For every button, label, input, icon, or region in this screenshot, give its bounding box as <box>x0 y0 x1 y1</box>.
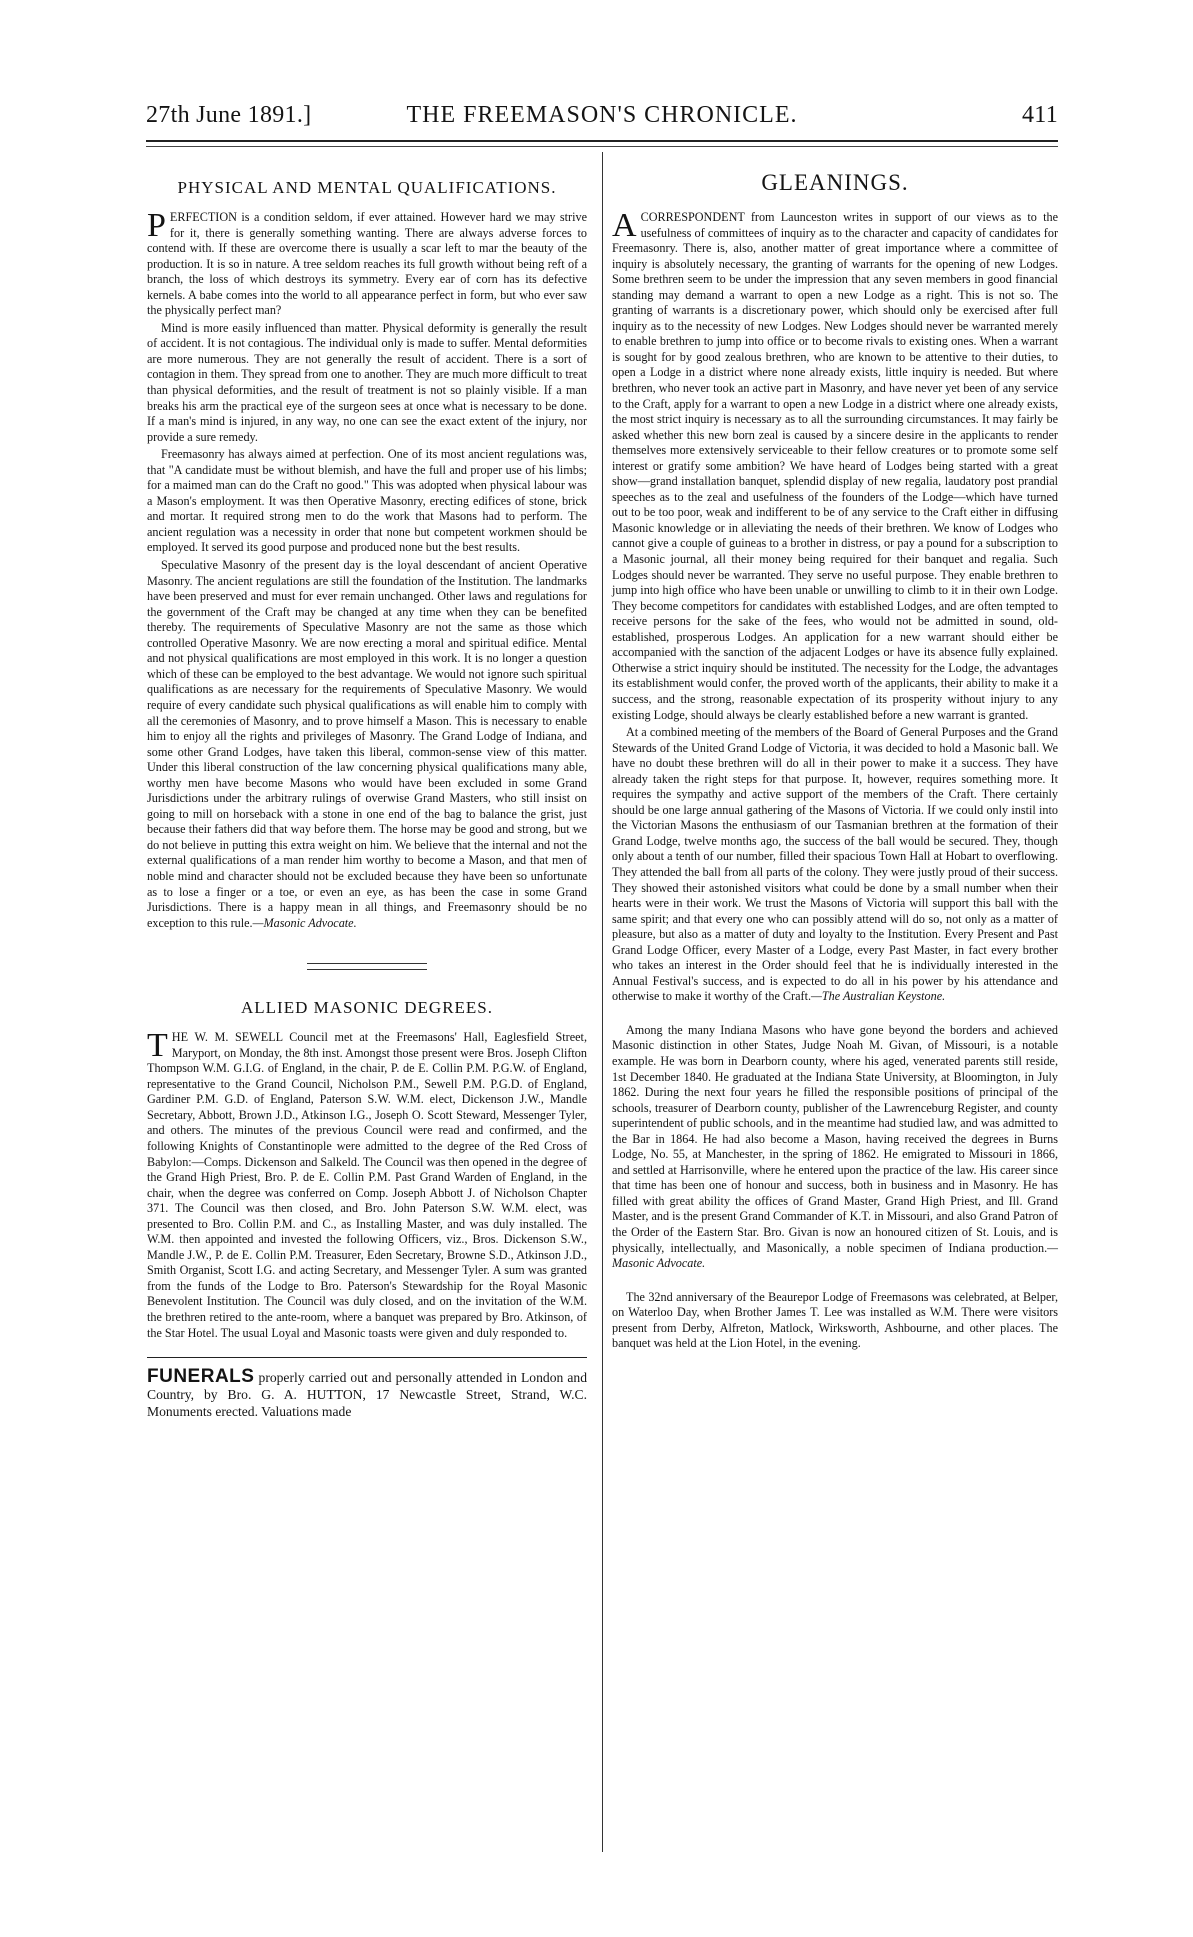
column-divider <box>602 152 603 1852</box>
paragraph-gap <box>612 1007 1058 1023</box>
physical-para-3: Freemasonry has always aimed at perfection. One of its most ancient regulations was, that "A candidate must be without blemish, and have the full and proper use of his limbs; for a maimed man can do the Craft no good." This was adopted when physical labour was a Mason's employment. It was then Operative Masonry, erecting edifices of stone, brick and mortar. It required strong men to do the work that Masons had to perform. The ancient regulation was a necessity in order that none but competent workmen should be employed. It served its good purpose and produced none but the best results. <box>147 447 587 555</box>
article-source: —Masonic Advocate. <box>252 915 357 930</box>
physical-para-2: Mind is more easily influenced than matter. Physical deformity is generally the result of accident. It is not contagious. The individual only is made to suffer. Mental deformities are more numerous. They are not generally the result of accident. There is a sort of contagion in them. They spread from one to another. They are much more difficult to treat than physical deformities, and the result of treatment is not so plainly visible. If a man breaks his arm the practical eye of the surgeon sees at once what is necessary to be done. If a man's mind is injured, in any way, no one can see the exact extent of the injury, nor provide a sure remedy. <box>147 320 587 444</box>
gleanings-heading: GLEANINGS. <box>761 170 909 195</box>
drop-cap: T <box>147 1027 168 1065</box>
gleanings-para-1: A CORRESPONDENT from Launceston writes in support of our views as to the usefulness of committees of inquiry as to the character and capacity of candidates for Freemasonry. There is, also, another matter of great importance where a committee of inquiry is absolutely necessary, the granting of warrants for the opening of new Lodges. Some brethren seem to be under the impression that any seven members in good financial standing may demand a warrant to open a new Lodge as a right. This is not so. The granting of warrants is a discretionary power, which should only be exercised after full inquiry as to the necessity of new Lodges. New Lodges should never be warranted merely to enable brethren to jump into office or to become rivals to existing ones. When a warrant is sought for by good zealous brethren, who are known to be attentive to their duties, to open a Lodge in a district where none already exists, little inquiry is needed. But where brethren, who never took an active part in Masonry, and have never yet been of any service to the Craft, apply for a warrant to open a new Lodge in a district where one already exists, the most strict inquiry is necessary as to all the surrounding circumstances. It may fairly be asked whether this new born zeal is caused by a sincere desire in the applicants to render themselves more extensively serviceable to their fellow creatures or to promote some self interest or gratify some ambition? We have heard of Lodges being started with a great show—grand installation banquet, splendid display of new regalia, laudatory post prandial speeches as to the zeal and usefulness of the founders of the Lodge—which have turned out to be too poor, weak and indifferent to be of any service to the Craft either in diffusing Masonic knowledge or in alleviating the needs of their brethren. We know of Lodges who cannot give a couple of guineas to a brother in distress, or pay a pound for a subscription to a Masonic journal, all their money being required for their banquet and regalia. Such Lodges should never be warranted. They serve no useful purpose. They enable brethren to jump into high office who have been unable or unwilling to climb to it in their own Lodge. They become competitors for candidates with established Lodges, and are often tempted to receive persons for the sake of the fees, who would not be admitted in sound, old-established, prosperous Lodges. An application for a new warrant should either be accompanied with the sanction of the adjacent Lodges or have its absence fully explained. Otherwise a strict inquiry should be instituted. The necessity for the Lodge, the advantages its establishment would confer, the proved worth of the applicants, their ability to make it a success, and the strong, reasonable expectation of its prosperity without injury to any existing Lodge, should always be clearly established before a new warrant is granted. <box>612 207 1058 722</box>
gleanings-para-3: Among the many Indiana Masons who have gone beyond the borders and achieved Masonic distinction in other States, Judge Noah M. Givan, of Missouri, is a notable example. He was born in Dearborn county, where his aged, venerated parents still reside, 1st December 1840. He graduated at the Indiana State University, at Bloomington, in July 1862. During the next four years he filled the responsible positions of principal of the schools, treasurer of Dearborn county, publisher of the Lawrenceburg Register, and county superintendent of public schools, and in the meantime had studied law, and was admitted to the Bar in 1864. He had also become a Mason, having received the degrees in Burns Lodge, No. 55, at Manchester, in the spring of 1862. He emigrated to Missouri in 1866, and settled at Harrisonville, where he entered upon the practice of the law. His career since that time has been one of honour and success, both in business and in Masonry. He has filled with great ability the offices of Grand Master, Grand High Priest, and Ill. Grand Master, and is the present Grand Commander of K.T. in Missouri, and also Grand Patron of the Order of the Eastern Star. Bro. Givan is now an honoured citizen of St. Louis, and is physically, intellectually, and Masonically, a noble specimen of Indiana production.—Masonic Advocate. <box>612 1022 1058 1271</box>
publication-title: THE FREEMASON'S CHRONICLE. <box>406 102 798 128</box>
right-column <box>612 160 1058 1354</box>
article-source: —Masonic Advocate. <box>612 1240 1058 1271</box>
allied-heading: ALLIED MASONIC DEGREES. <box>240 998 494 1018</box>
article-separator <box>307 963 427 970</box>
physical-heading: PHYSICAL AND MENTAL QUALIFICATIONS. <box>177 178 557 197</box>
funerals-advert <box>147 1368 587 1420</box>
page-number: 411 <box>1021 102 1058 128</box>
physical-para-4: Speculative Masonry of the present day is the loyal descendant of ancient Operative Masonry. The ancient regulations are still the foundation of the Institution. The landmarks have been preserved and must for ever remain unchanged. Other laws and regulations for the government of the Craft may be changed at any time when they can be benefited thereby. The requirements of Speculative Masonry are not the same as those which controlled Operative Masonry. We are now erecting a moral and spiritual edifice. Mental and not physical qualifications are most employed in this work. It is no longer a question which of these can be employed to the best advantage. We would not ignore such spiritual qualifications as are necessary for the requirements of Speculative Masonry. We would require of every candidate such physical qualifications as will enable him to comply with all the ceremonies of Masonry, and to prove himself a Mason. This is necessary to enable him to enjoy all the rights and privileges of Masonry. The Grand Lodge of Indiana, and some other Grand Lodges, have taken this liberal, common-sense view of this matter. Under this liberal construction of the law concerning physical qualifications many able, worthy men have become Masons who would have been excluded in some Grand Jurisdictions under the arbitrary rulings of overwise Grand Masters, who still insist on going to mill on horseback with a stone in one end of the bag to balance the grist, just because their fathers did that way before them. The horse may be good and strong, but we do not believe in putting this extra weight on him. We believe that the internal and not the external qualifications of a man render him worthy to become a Mason, and that men of noble mind and character should not be excluded because they have been so unfortunate as to lose a finger or a toe, or even an eye, as has been the case in some Grand Jurisdictions. There is a happy mean in all things, and Freemasonry should be no exception to this rule.—Masonic Advocate. <box>147 558 587 930</box>
masthead-rule-thin <box>146 146 1058 147</box>
paragraph-gap <box>612 1274 1058 1290</box>
physical-para-1: PERFECTION is a condition seldom, if ever attained. However hard we may strive for it, there is generally something wanting. There are always adverse forces to contend with. If these are overcome there is usually a scar left to mar the beauty of the production. It is so in nature. A tree seldom reaches its full growth without being reft of a branch, the loss of which destroys its symmetry. Every ear of corn has its defective kernels. A babe comes into the world to all appearance perfect in form, but who ever saw the physically perfect man? <box>147 207 587 318</box>
advert-rule <box>147 1357 587 1358</box>
gleanings-para-4: The 32nd anniversary of the Beaurepor Lodge of Freemasons was celebrated, at Belper, on Waterloo Day, when Brother James T. Lee was installed as W.M. There were visitors present from Derby, Alfreton, Matlock, Wirksworth, Ashbourne, and other places. The banquet was held at the Lion Hotel, in the evening. <box>612 1289 1058 1351</box>
allied-para-1: THE W. M. SEWELL Council met at the Freemasons' Hall, Eaglesfield Street, Maryport, on Monday, the 8th inst. Amongst those present were Bros. Joseph Clifton Thompson W.M. G.I.G. of England, in the chair, P. de E. Collin P.M. P.G.W. of England, representative to the Grand Council, Nicholson P.M., Sewell P.M. P.G.D. of England, Gardiner P.M. G.D. of England, Paterson S.W. W.M. elect, Dickenson J.W., Mandle Secretary, Abbott, Brown J.D., Atkinson I.G., Joseph O. Scott Steward, Messenger Tyler, and others. The minutes of the previous Council were read and confirmed, and the following Knights of Constantinople were admitted to the degree of the Red Cross of Babylon:—Comps. Dickenson and Salkeld. The Council was then opened in the degree of the Grand High Priest, Bro. P. de E. Collin P.M. Past Grand Warden of England, in the chair, when the degree was conferred on Comp. Joseph Abbott J. of Nicholson Chapter 371. The Council was then closed, and Bro. John Paterson S.W. W.M. elect, was presented to Bro. Collin P.M. and C., as Installing Master, and was duly installed. The W.M. then appointed and invested the following Officers, viz., Bros. Dickenson S.W., Mandle J.W., P. de E. Collin P.M. Treasurer, Eden Secretary, Browne S.D., Atkinson J.D., Smith Organist, Scott I.G. and acting Secretary, and Messenger Tyler. A sum was granted from the funds of the Lodge to Bro. Paterson's Stewardship for the Royal Masonic Benevolent Institution. The Council was duly closed, and on the invitation of the W.M. the brethren retired to the ante-room, where a banquet was prepared by Bro. Atkinson, of the Star Hotel. The usual Loyal and Masonic toasts were given and duly responded to. <box>147 1027 587 1340</box>
drop-cap: P <box>147 207 166 244</box>
drop-cap: A <box>612 207 637 244</box>
gleanings-para-2: At a combined meeting of the members of the Board of General Purposes and the Grand Stewards of the United Grand Lodge of Victoria, it was decided to hold a Masonic ball. We have no doubt these brethren will do all in their power to make it a success. They have already taken the right steps for that purpose. It, however, requires something more. It requires the sympathy and active support of the members of the Craft. There certainly should be one large annual gathering of the Masons of Victoria. If we could only instil into the Victorian Masons the enthusiasm of our Tasmanian brethren at the formation of their Grand Lodge, twelve months ago, the success of the ball would be secured. They, though only about a tenth of our number, filled their spacious Town Hall at Hobart to overflowing. They attended the ball from all parts of the colony. They were justly proud of their success. They showed their astonished visitors what could be done by a small number when their hearts were in their work. We trust the Masons of Victoria will support this ball with the same spirit; and that every one who can possibly attend will do so, not only as a matter of pleasure, but also as a matter of duty and loyalty to the Institution. Every Present and Past Grand Lodge Officer, every Master of a Lodge, every Past Master, in fact every brother who takes an interest in the Order should feel that he is individually interested in the Annual Festival's success, and is expected to do all in his power by his attendance and otherwise to make it worthy of the Craft.—The Australian Keystone. <box>612 725 1058 1004</box>
advert-text: properly carried out and personally attended in London and Country, by Bro. G. A. HUTTON, 17 Newcastle Street, Strand, W.C. Monuments erected. Valuations made <box>147 1370 587 1420</box>
masthead-rule-thick <box>146 140 1058 142</box>
issue-date: 27th June 1891.] <box>146 102 312 128</box>
masthead <box>146 96 1058 136</box>
left-column <box>147 160 587 1420</box>
article-source: —The Australian Keystone. <box>811 989 946 1004</box>
advert-lead: FUNERALS <box>147 1366 255 1388</box>
